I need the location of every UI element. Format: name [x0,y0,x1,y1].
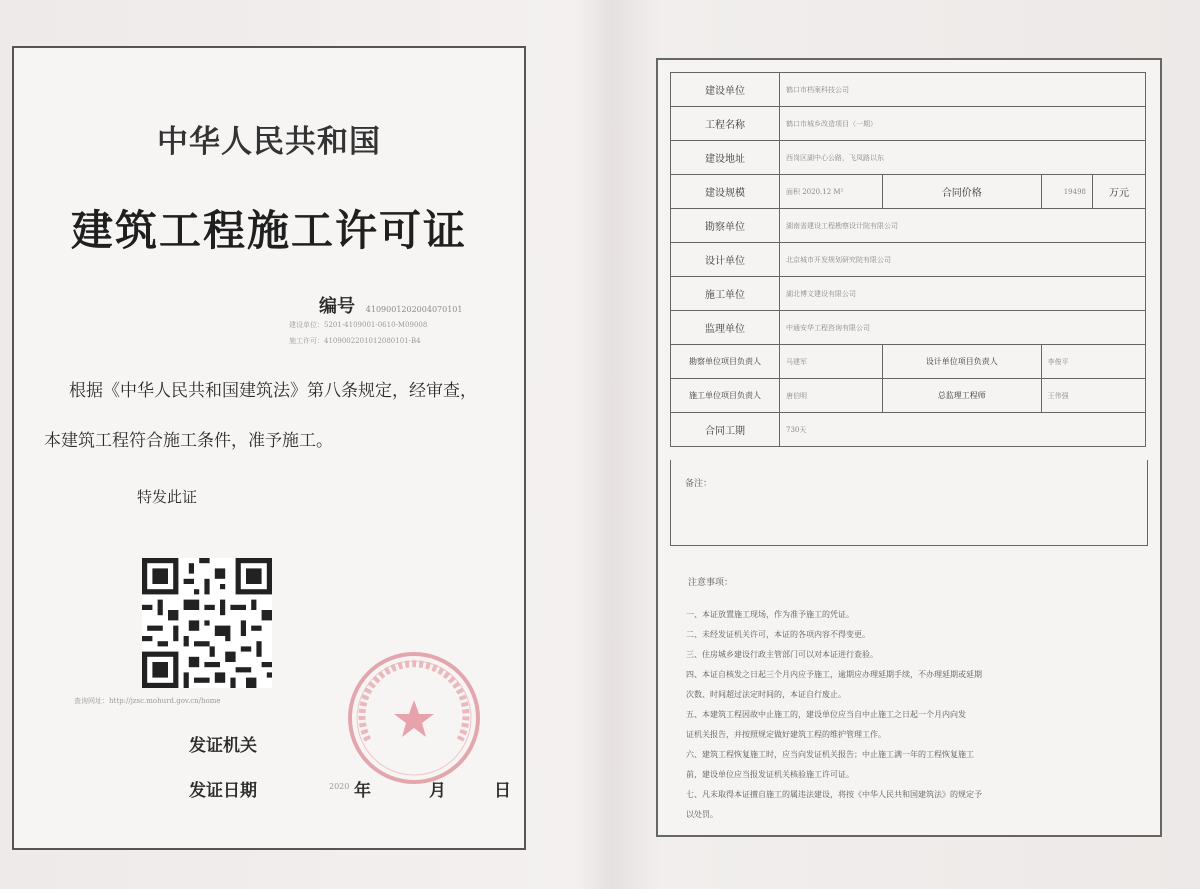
notice-title: 注意事项： [688,578,734,588]
country-name: 中华人民共和国 [157,124,381,160]
year-label: 年 [354,781,371,801]
row-key: 勘察单位 [671,209,780,243]
permit-number [319,292,463,318]
person-key: 勘察单位项目负责人 [671,345,780,379]
table-row [671,379,1146,413]
notice-item: 七、凡未取得本证擅自施工的属违法建设，将按《中华人民共和国建筑法》的规定予 [686,790,982,799]
notice-item: 一、本证放置施工现场，作为准予施工的凭证。 [686,610,854,619]
issue-date-label: 发证日期 [189,781,257,801]
number-value: 4109001202004070101 [365,305,463,314]
person-key: 施工单位项目负责人 [671,379,780,413]
permit-title: 建筑工程施工许可证 [70,206,467,255]
notice-item: 四、本证自核发之日起三个月内应予施工，逾期应办理延期手续，不办理延期或延期 [686,670,982,679]
row-key: 施工单位 [671,277,780,311]
notice-item: 前，建设单位应当报发证机关核验施工许可证。 [686,770,854,779]
person-value: 马建军 [780,345,883,379]
person-value: 唐伯明 [780,379,883,413]
legal-basis-text: 根据《中华人民共和国建筑法》第八条规定，经审查， [69,381,477,401]
row-key: 建设单位 [671,73,780,107]
contract-price-unit: 万元 [1093,175,1146,209]
permit-cover-page [12,46,526,850]
row-value: 中通安华工程咨询有限公司 [780,311,1146,345]
row-key: 监理单位 [671,311,780,345]
person-value: 李俊平 [1041,345,1145,379]
month-label: 月 [429,781,446,801]
row-value: 湖南省建设工程勘察设计院有限公司 [780,209,1146,243]
notice-item: 以处罚。 [686,810,718,819]
notice-item: 次数、时间超过法定时间的，本证自行废止。 [686,690,846,699]
reference-line-1: 建设单位：5201-4109001-0610-M09008 [289,321,428,329]
table-row [671,413,1146,447]
row-value: 北京城市开发规划研究院有限公司 [780,243,1146,277]
remarks-label: 备注： [685,479,713,489]
row-key: 建设规模 [671,175,780,209]
person-key: 设计单位项目负责人 [883,345,1042,379]
notice-item: 五、本建筑工程因故中止施工的，建设单位应当自中止施工之日起一个月内向发 [686,710,966,719]
notice-item: 二、未经发证机关许可，本证的各项内容不得变更。 [686,630,870,639]
table-row [671,141,1146,175]
person-key: 总监理工程师 [883,379,1042,413]
issue-year-value: 2020 [329,782,350,791]
table-row [671,311,1146,345]
contract-price-label: 合同价格 [883,175,1042,209]
table-row [671,345,1146,379]
table-row [671,209,1146,243]
number-label: 编号 [319,296,355,317]
table-row [671,243,1146,277]
table-row [671,73,1146,107]
official-seal-stamp [344,648,484,788]
row-key: 建设地址 [671,141,780,175]
remarks-box [670,460,1148,546]
qr-caption: 查询网址：http://jzsc.mohurd.gov.cn/home [74,697,221,705]
row-value: 湖北博文建设有限公司 [780,277,1146,311]
issuing-authority: 发证机关 [189,736,257,756]
contract-price-value: 19498 [1041,175,1092,209]
row-value: 西岗区湖中心公路，飞凤路以东 [780,141,1146,175]
person-value: 王伟强 [1041,379,1145,413]
table-row [671,277,1146,311]
table-row [671,175,1146,209]
notice-item: 六、建筑工程恢复施工时，应当向发证机关报告；中止施工满一年的工程恢复施工 [686,750,974,759]
project-info-table [670,72,1146,447]
contract-period-value: 730天 [780,413,1146,447]
notice-item: 三、住房城乡建设行政主管部门可以对本证进行查验。 [686,650,878,659]
row-value: 面积 2020.12 M² [780,175,883,209]
notice-list [686,605,1146,825]
special-issue-text: 特发此证 [137,488,198,506]
day-label: 日 [494,781,511,801]
row-value: 鹤口市档案科技公司 [780,73,1146,107]
contract-period-key: 合同工期 [671,413,780,447]
qr-code [142,558,272,688]
permit-details-page [656,58,1162,837]
row-key: 工程名称 [671,107,780,141]
notice-item: 证机关报告，并按照规定做好建筑工程的维护管理工作。 [686,730,886,739]
row-value: 鹤口市城乡改造项目（一期） [780,107,1146,141]
row-key: 设计单位 [671,243,780,277]
reference-line-2: 施工许可：4109002201012080101-B4 [289,337,421,345]
approval-text: 本建筑工程符合施工条件，准予施工。 [44,431,333,451]
table-row [671,107,1146,141]
